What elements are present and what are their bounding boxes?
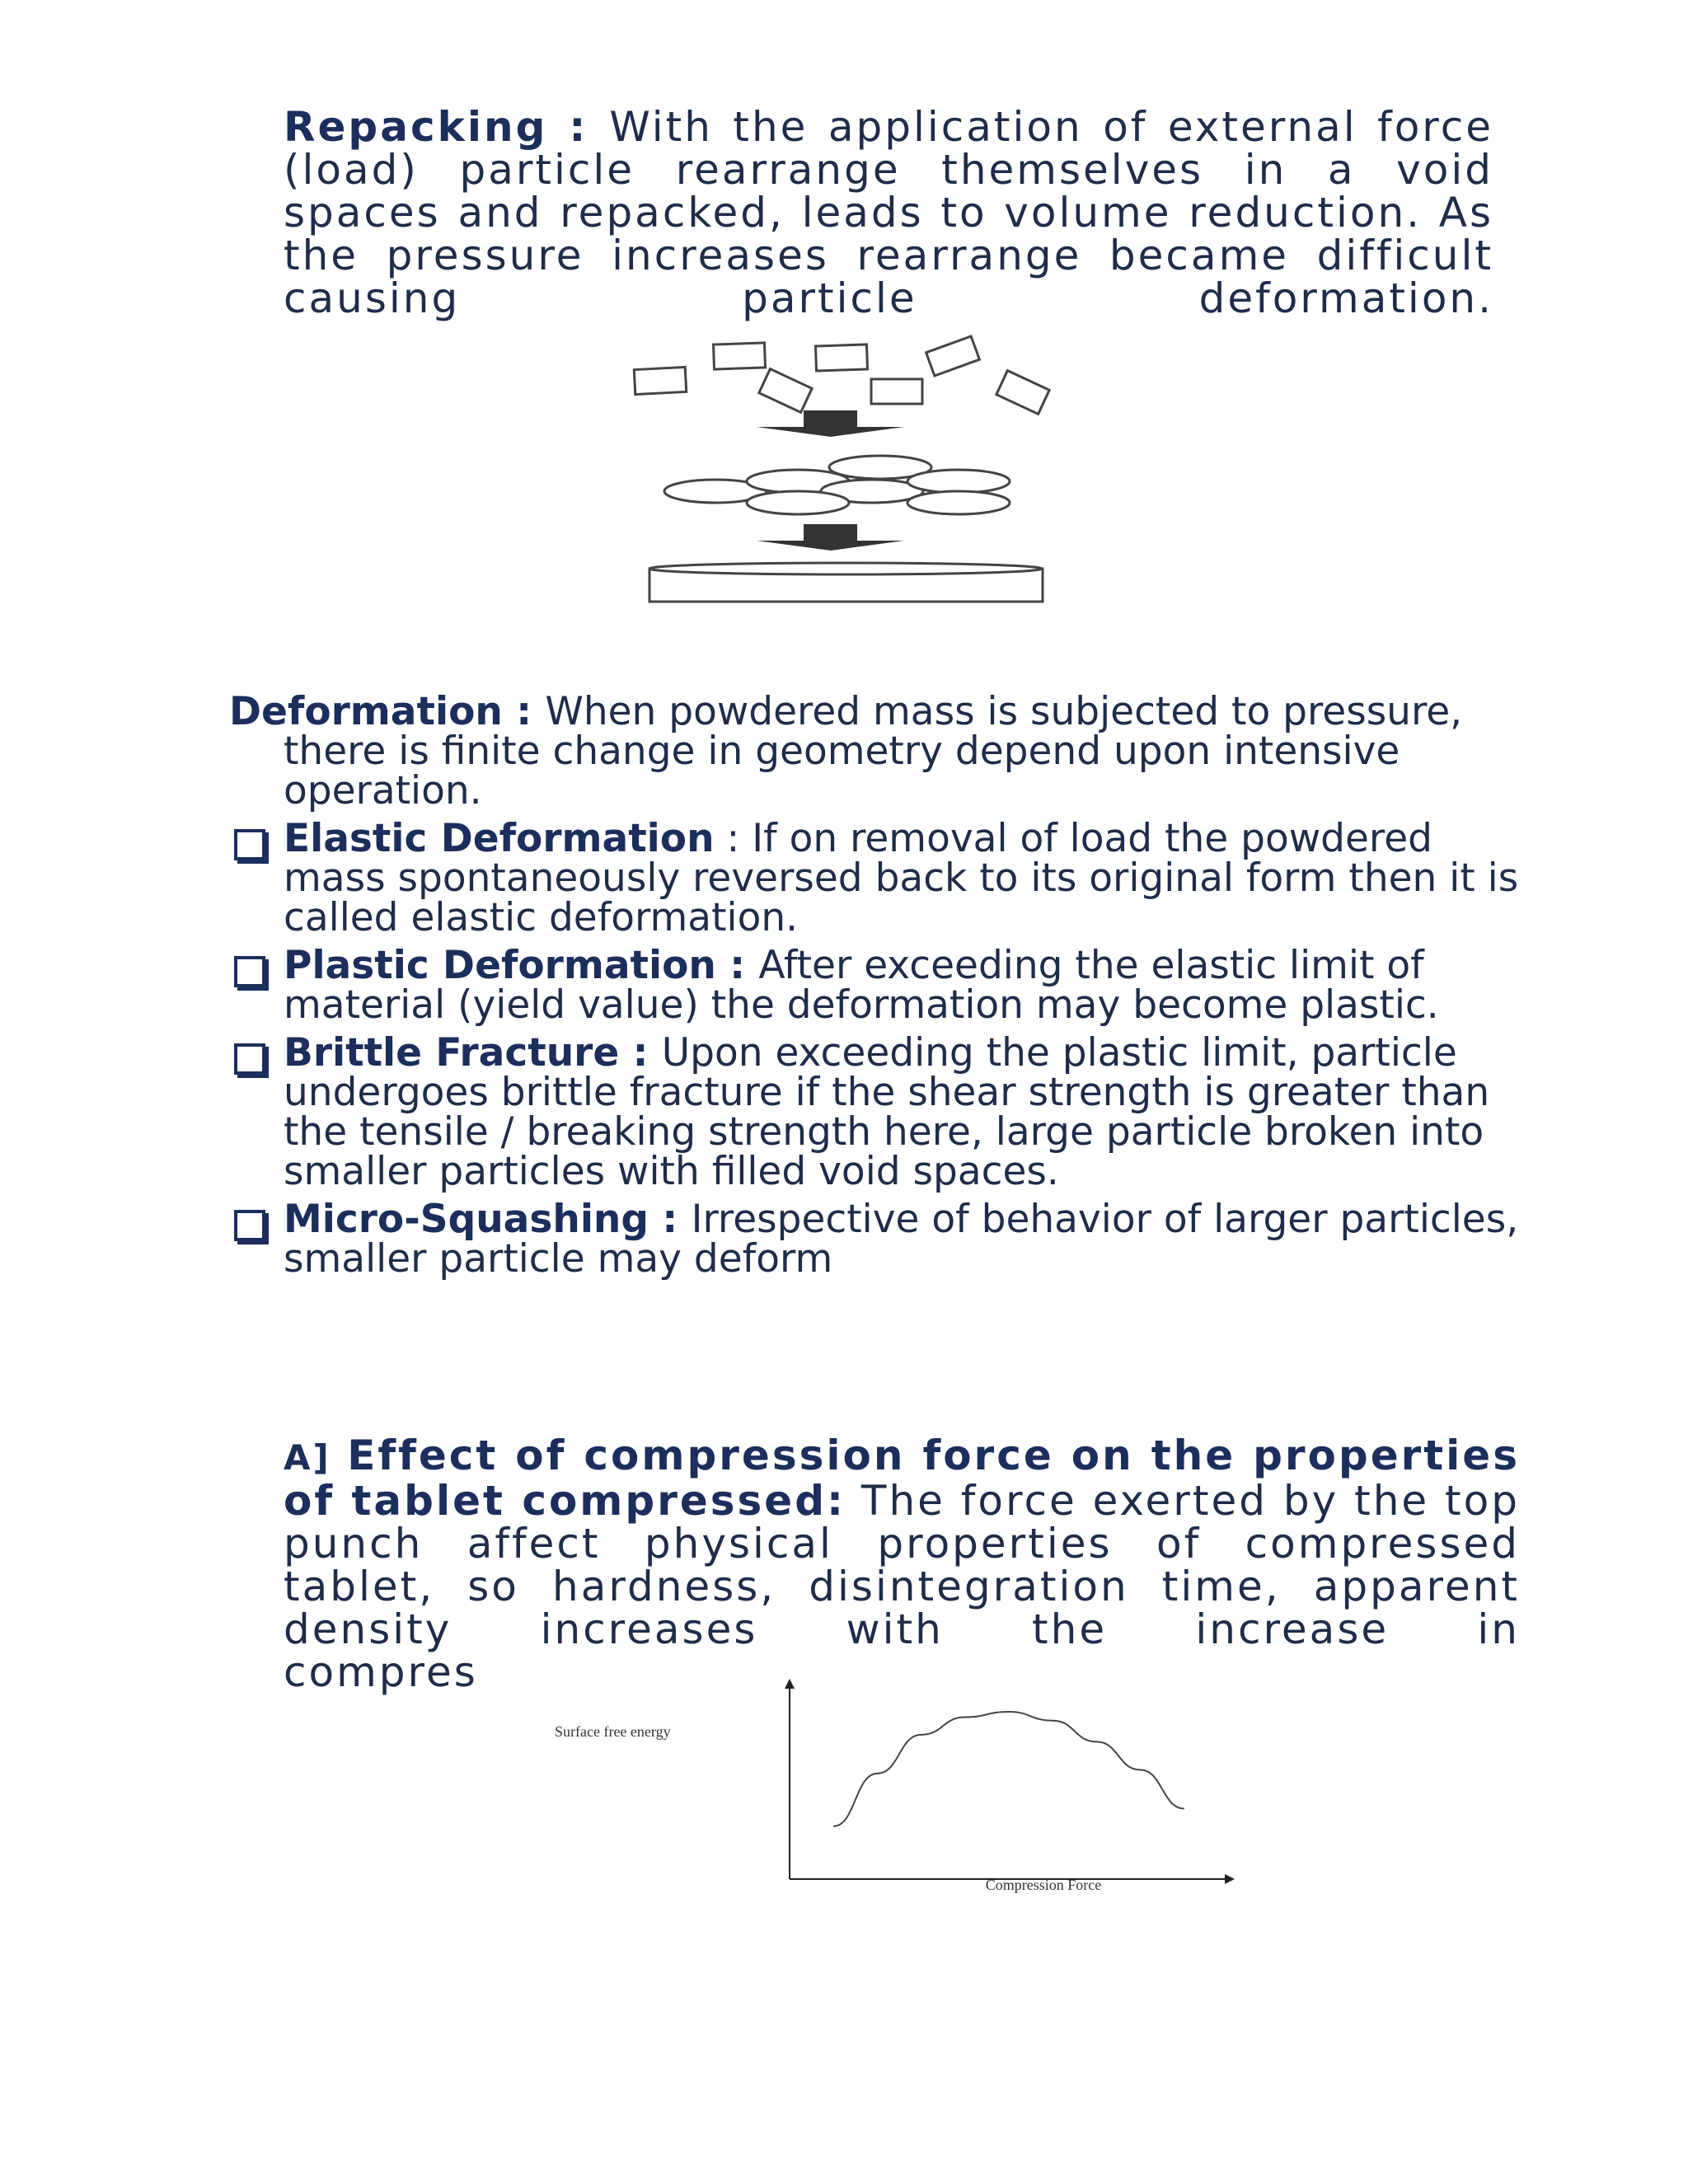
deformation-intro — [229, 689, 1540, 813]
particle-oval — [664, 480, 767, 503]
particle-square — [996, 371, 1049, 415]
effect-tag: A] — [284, 1437, 331, 1478]
checkbox-bullet-icon — [234, 829, 265, 860]
checkbox-bullet-icon — [234, 956, 265, 987]
particle-oval — [907, 491, 1010, 514]
effect-title: Effect of compression force on the properties of tablet compressed: — [284, 1432, 1520, 1525]
series-line — [833, 1712, 1184, 1826]
list-item-text: Upon exceeding the plastic limit, particle undergoes brittle fracture if the shear strength is greater than the tensile / breaking strength here, large particle broken into smaller particles with filled void spaces. — [284, 1030, 1490, 1194]
list-item-text: Irrespective of behavior of larger particles, smaller particle may deform — [284, 1197, 1519, 1282]
arrow-down-icon — [757, 427, 904, 437]
slide-crop-edge — [223, 1352, 1558, 1385]
repacking-title: Repacking — [284, 103, 548, 151]
surface-energy-chart — [511, 1677, 1253, 1933]
list-item-term: Plastic Deformation — [284, 943, 716, 988]
particle-square — [759, 369, 812, 413]
checkbox-bullet-icon — [234, 1043, 265, 1075]
list-item-term: Brittle Fracture — [284, 1030, 620, 1076]
effect-paragraph — [284, 1434, 1520, 1694]
list-item-separator: : — [714, 816, 753, 861]
list-item-separator: : — [619, 1030, 662, 1076]
particle-square — [634, 367, 686, 394]
list-item-separator: : — [715, 943, 759, 988]
list-item — [229, 816, 1540, 940]
x-axis-arrow-icon — [1225, 1874, 1235, 1884]
y-axis-arrow-icon — [785, 1679, 795, 1689]
list-item-text: If on removal of load the powdered mass spontaneously reversed back to its original form then it is called elastic deformation. — [284, 816, 1519, 940]
list-item-term: Micro-Squashing — [284, 1197, 649, 1242]
particle-oval — [907, 470, 1010, 493]
particle-oval — [747, 491, 849, 514]
list-item — [229, 943, 1540, 1028]
y-axis-label: Surface free energy — [555, 1723, 671, 1740]
repacking-paragraph — [284, 105, 1493, 320]
repacking-text: With the application of external force (load) particle rearrange themselves in a void spaces and repacked, leads to volume reduction. As the pressure increases rearrange became difficult causing particle deformation. — [284, 103, 1493, 322]
particle-square — [815, 344, 867, 371]
deformation-section — [229, 689, 1540, 1282]
x-axis-label: Compression Force — [985, 1877, 1102, 1893]
arrow-down-icon — [804, 524, 857, 541]
list-item-term: Elastic Deformation — [284, 816, 715, 861]
arrow-down-icon — [804, 410, 857, 427]
particle-square — [871, 379, 922, 404]
effect-text: The force exerted by the top punch affect physical properties of compressed tablet, so hardness, disintegration time, apparent density increases with the increase in — [284, 1477, 1520, 1653]
deformation-title: Deformation — [229, 689, 503, 734]
particle-oval — [821, 480, 923, 503]
list-item — [229, 1197, 1540, 1282]
checkbox-bullet-icon — [234, 1210, 265, 1241]
particle-oval — [829, 456, 931, 479]
arrow-down-icon — [757, 541, 904, 551]
compressed-tablet — [649, 563, 1043, 602]
deformation-separator: : — [502, 689, 546, 734]
particle-square — [713, 343, 765, 369]
particle-square — [926, 336, 980, 376]
list-item-separator: : — [649, 1197, 692, 1242]
particle-oval — [747, 470, 849, 493]
effect-last-line: compres — [284, 1648, 478, 1696]
deformation-intro-text: When powdered mass is subjected to pressure, there is finite change in geometry depend upon intensive operation. — [284, 689, 1463, 813]
repacking-separator: : — [547, 103, 610, 151]
list-item — [229, 1030, 1540, 1194]
list-item-text: After exceeding the elastic limit of material (yield value) the deformation may become plastic. — [284, 943, 1439, 1028]
